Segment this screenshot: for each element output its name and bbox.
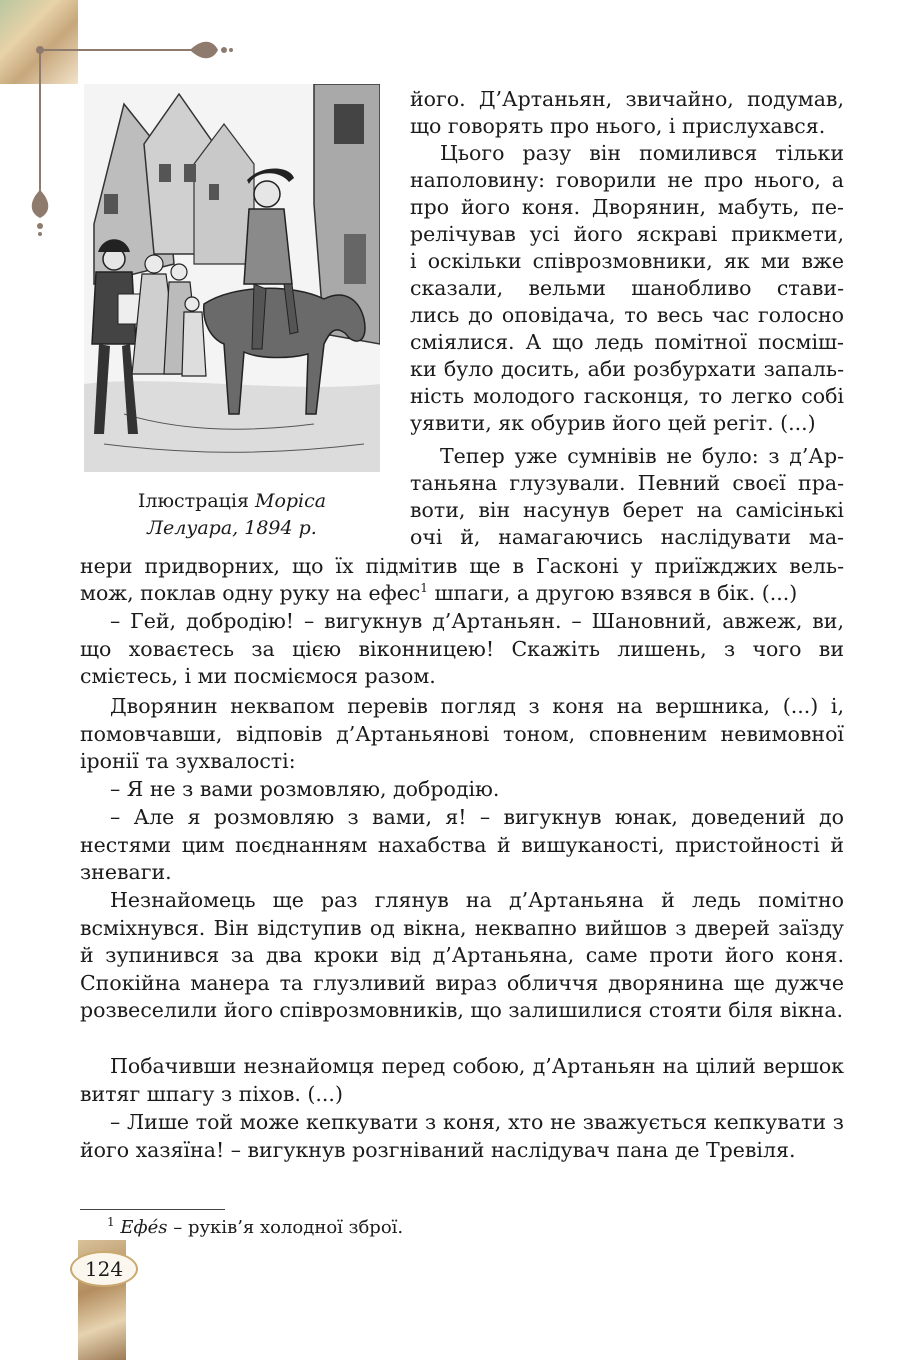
text-fragment: мож, поклав одну руку на ефес <box>80 581 421 605</box>
footnote-marker: 1 <box>420 581 428 596</box>
caption-author: Моріса <box>254 490 327 512</box>
paragraph: Побачивши незнайомця перед собою, д’Артаньян на цілий вершок витяг шпагу з піхов. (...) <box>80 1054 844 1106</box>
text-line: очі й, намагаючись наслідувати ма- <box>410 525 844 549</box>
text-line: воти, він насунув берет на самісінькі <box>410 498 844 522</box>
text-line: ність молодого гасконця, то легко собі <box>410 384 844 408</box>
text-fragment: шпаги, а другою взявся в бік. (...) <box>427 581 798 605</box>
paragraph: Незнайомець ще раз глянув на д’Артаньяна й ледь помітно всміхнувся. Він відступив од вікна, неквапно вийшов з дверей заїзду й зупинився за два кроки від д’Артаньяна, саме проти його коня. Спокійна манера та глузливий вираз обличчя дворянина ще дужче розвеселили його співрозмовників, що залишилися стояти біля вікна. <box>80 888 844 1022</box>
footnote-marker: 1 <box>107 1215 115 1229</box>
text-line: Тепер уже сумнівів не було: з д’Ар- <box>440 444 844 468</box>
caption-prefix: Ілюстрація <box>137 490 249 512</box>
text-line: і оскільки співрозмовники, як ми вже <box>410 249 844 273</box>
text-line: наполовину: говорили не про нього, а <box>410 168 844 192</box>
caption-author-date: Лелуара, 1894 р. <box>147 517 317 539</box>
engraving-illustration <box>84 84 380 472</box>
text-line: уявити, як обурив його цей регіт. (...) <box>410 411 816 435</box>
paragraph: – Гей, добродію! – вигукнув д’Артаньян. – Шановний, авжеж, ви, що ховаєтесь за цією віконницею! Скажіть лишень, з чого ви смієтесь, і ми посміємося разом. <box>80 609 844 688</box>
text-line: нери придворних, що їх підмітив ще в Гасконі у приїжджих вель- <box>80 554 844 578</box>
text-line: таньяна глузували. Певний своєї пра- <box>410 471 844 495</box>
text-line <box>80 580 844 608</box>
page-number-badge <box>70 1251 138 1287</box>
text-line: релічував усі його яскраві прикмети, <box>410 222 844 246</box>
footnote-term: Ефés <box>120 1217 168 1238</box>
text-line: про його коня. Дворянин, мабуть, пе- <box>410 195 844 219</box>
illustration-caption <box>84 488 380 542</box>
page-number: 124 <box>84 1257 124 1281</box>
footnote-divider <box>80 1209 225 1210</box>
text-line: його. Д’Артаньян, звичайно, подумав, <box>410 87 844 111</box>
text-line: сказали, вельми шанобливо стави- <box>410 276 844 300</box>
text-line: лись до оповідача, то весь час голосно <box>410 303 844 327</box>
paragraph: – Але я розмовляю з вами, я! – вигукнув юнак, доведений до нестями цим поєднанням нахабства й вишуканості, пристойності й зневаги. <box>80 805 844 884</box>
paragraph: Дворянин неквапом перевів погляд з коня на вершника, (...) і, помовчавши, відповів д’Артаньянові тоном, сповненим невимовної іронії та зухвалості: <box>80 694 844 773</box>
text-line: сміялися. А що ледь помітної посміш- <box>410 330 844 354</box>
text-line: ки було досить, аби розбурхати запаль- <box>410 357 844 381</box>
footnote <box>107 1215 403 1241</box>
paragraph: – Я не з вами розмовляю, добродію. <box>110 777 500 801</box>
paragraph: – Лише той може кепкувати з коня, хто не зважується кепкувати з його хазяїна! – вигукнув розгніваний наслідувач пана де Тревіля. <box>80 1110 844 1162</box>
footnote-definition: – руків’я холодної зброї. <box>167 1217 404 1238</box>
text-line: що говорять про нього, і прислухався. <box>410 114 826 138</box>
text-line: Цього разу він помилився тільки <box>440 141 844 165</box>
